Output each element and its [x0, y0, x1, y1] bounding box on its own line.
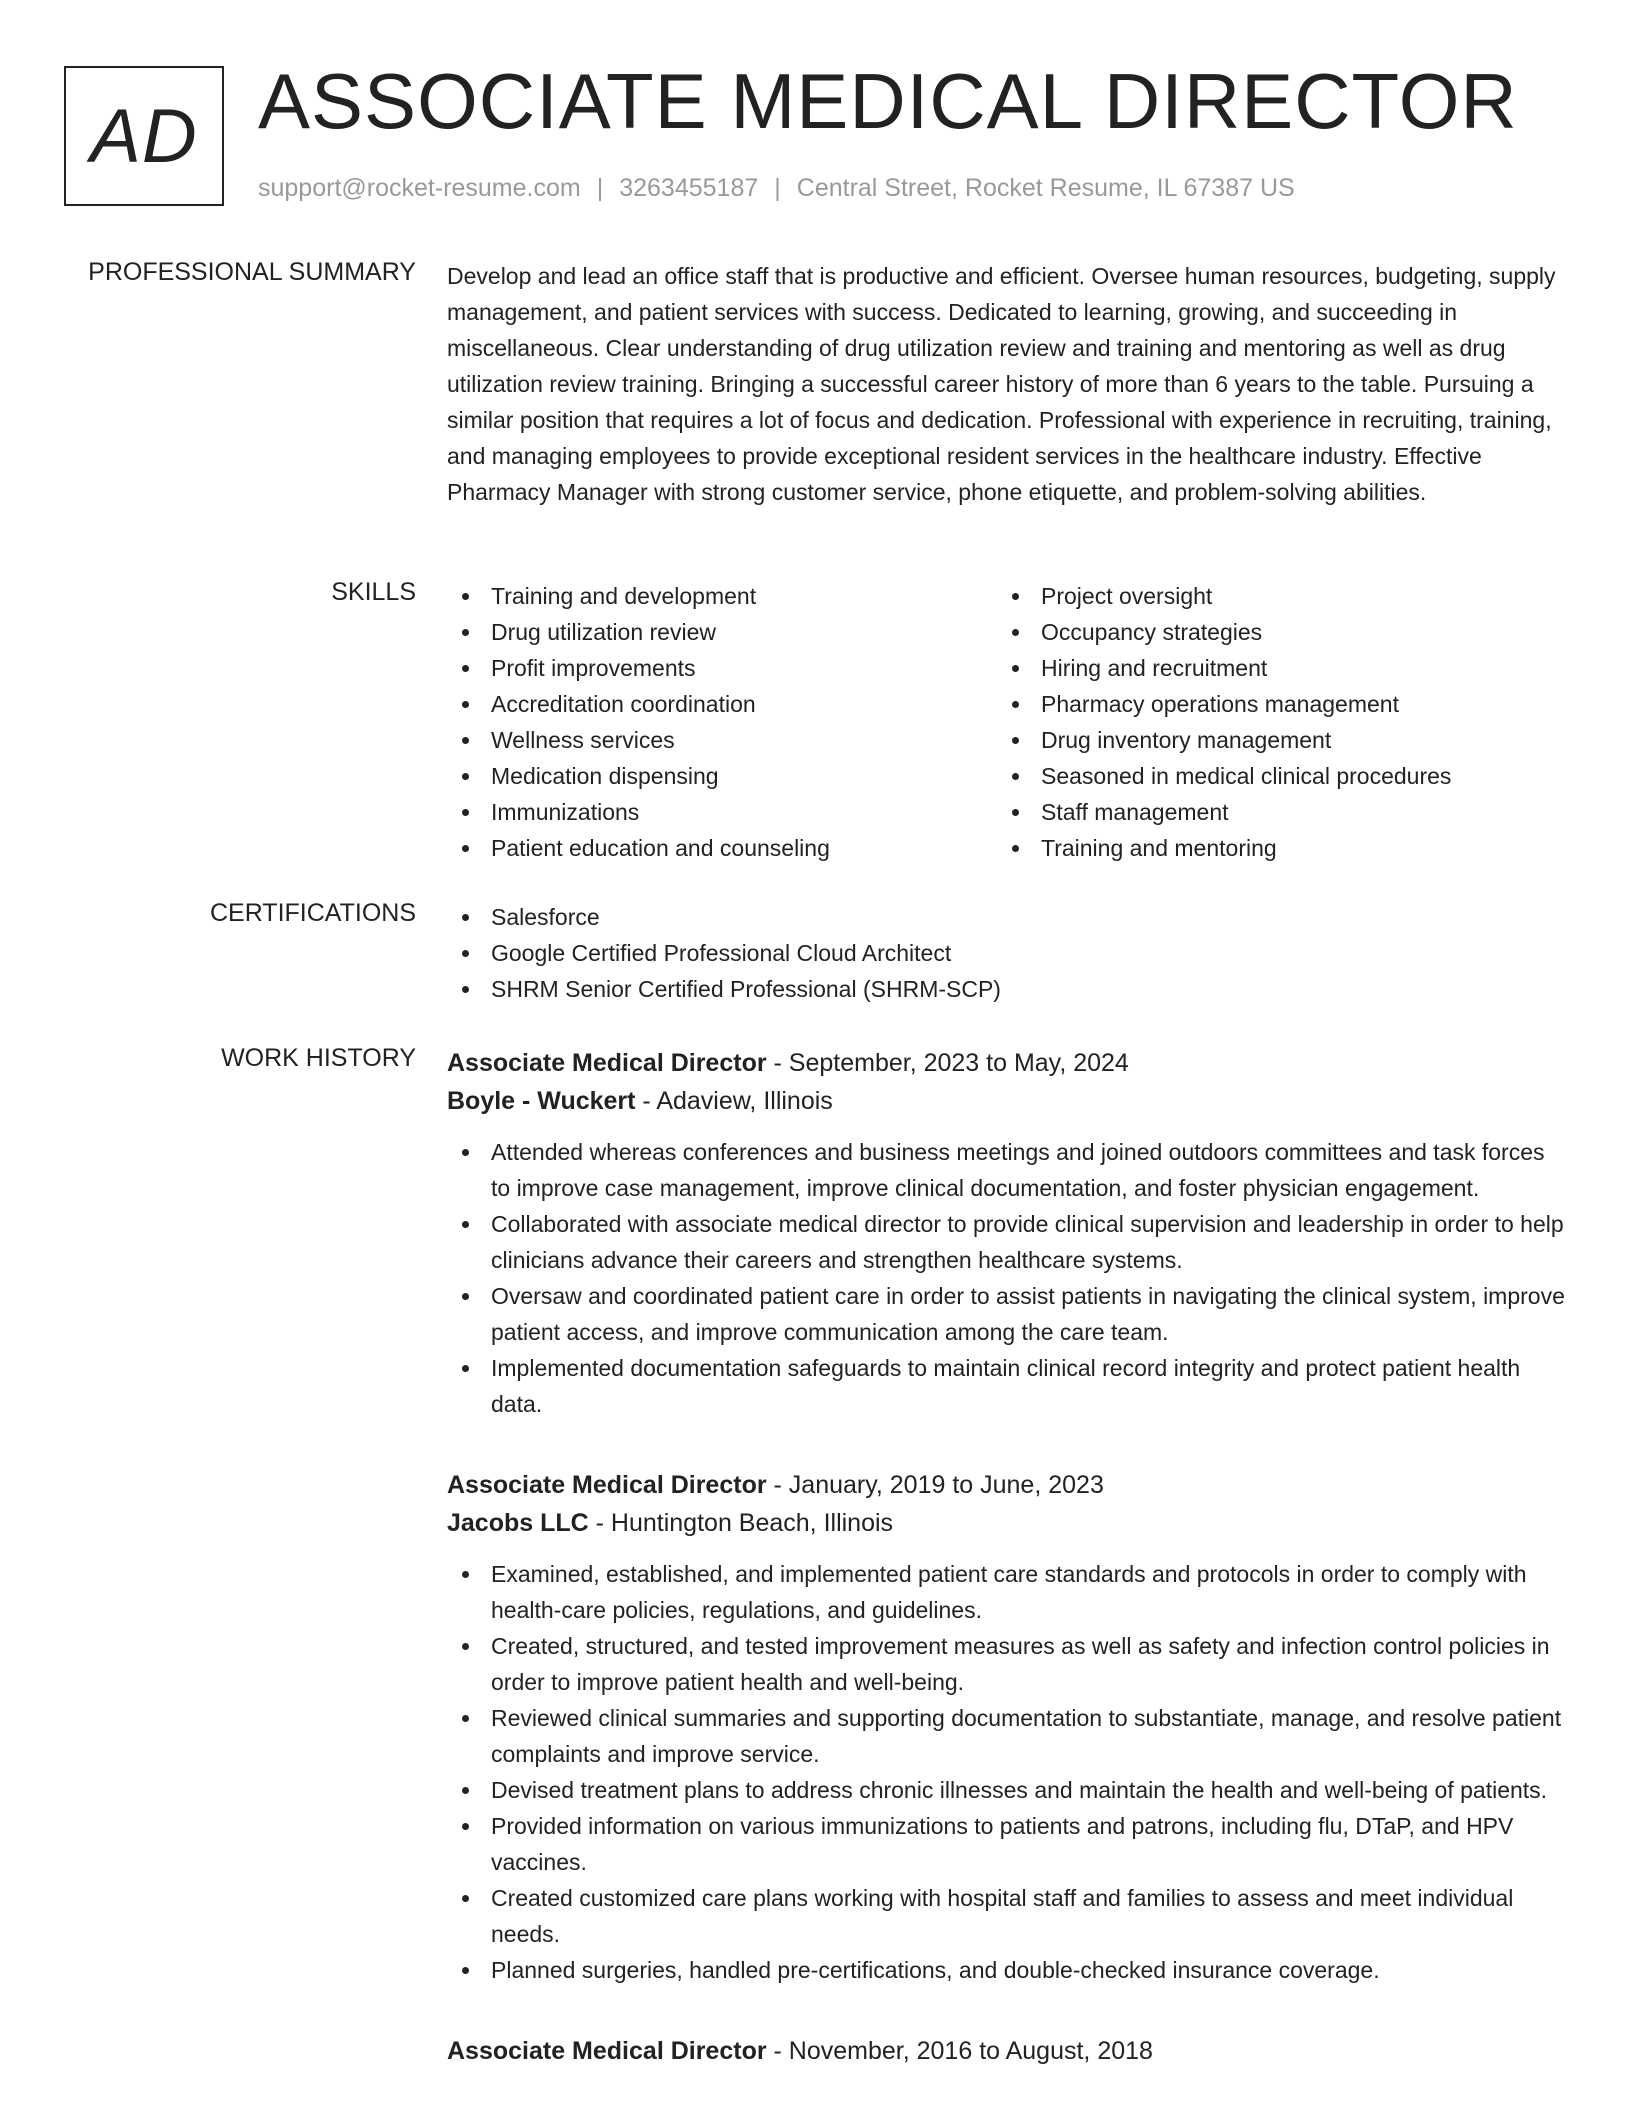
job-role: Associate Medical Director: [447, 1049, 767, 1077]
summary-text: Develop and lead an office staff that is productive and efficient. Oversee human resources, budgeting, supply management, and patient services with success. Dedicated to learning, growing, and succeeding in miscellaneous. Clear understanding of drug utilization review and training and mentoring as well as drug utilization review training. Bringing a successful career history of more than 6 years to the table. Pursuing a similar position that requires a lot of focus and dedication. Professional with experience in recruiting, training, and managing employees to provide exceptional resident services in the healthcare industry. Effective Pharmacy Manager with strong customer service, phone etiquette, and problem-solving abilities.: [447, 263, 1556, 505]
skill-item: Wellness services: [447, 722, 997, 758]
job-bullet: Created, structured, and tested improvement measures as well as safety and infection control policies in order to improve patient health and well-being.: [447, 1628, 1567, 1700]
section-body: [447, 899, 1567, 1007]
contact-separator: |: [774, 174, 781, 202]
job-location: - Adaview, Illinois: [635, 1087, 833, 1115]
skill-item: Training and development: [447, 578, 997, 614]
contact-separator: |: [596, 174, 604, 202]
job-bullet: Collaborated with associate medical director to provide clinical supervision and leadership in order to help clinicians advance their careers and strengthen healthcare systems.: [447, 1206, 1567, 1278]
section-label: WORK HISTORY: [221, 1044, 416, 1072]
monogram-badge: AD: [64, 66, 224, 206]
section-label: CERTIFICATIONS: [209, 899, 416, 927]
job-bullet: Reviewed clinical summaries and supporting documentation to substantiate, manage, and resolve patient complaints and improve service.: [447, 1700, 1567, 1772]
certification-item: Google Certified Professional Cloud Architect: [447, 935, 1567, 971]
skill-item: Hiring and recruitment: [997, 650, 1547, 686]
contact-address: Central Street, Rocket Resume, IL 67387 US: [796, 174, 1295, 202]
job-role: Associate Medical Director: [447, 2037, 767, 2065]
skill-item: Pharmacy operations management: [997, 686, 1547, 722]
job-company: Jacobs LLC: [447, 1509, 589, 1537]
skills-list-right: [997, 578, 1547, 866]
job-bullet: Attended whereas conferences and business meetings and joined outdoors committees and task forces to improve case management, improve clinical documentation, and foster physician engagement.: [447, 1134, 1567, 1206]
section-label: PROFESSIONAL SUMMARY: [88, 258, 416, 286]
job-entry: [447, 1044, 1567, 1422]
skill-item: Profit improvements: [447, 650, 997, 686]
skills-list-left: [447, 578, 997, 866]
job-title-line: [447, 1044, 1567, 1082]
skill-item: Accreditation coordination: [447, 686, 997, 722]
skill-item: Immunizations: [447, 794, 997, 830]
contact-line: [258, 174, 1295, 203]
job-bullet: Examined, established, and implemented patient care standards and protocols in order to comply with health-care policies, regulations, and guidelines.: [447, 1556, 1567, 1628]
job-dates: - January, 2019 to June, 2023: [766, 1471, 1104, 1499]
skill-item: Drug inventory management: [997, 722, 1547, 758]
job-company-line: [447, 1504, 1567, 1542]
certification-item: SHRM Senior Certified Professional (SHRM-SCP): [447, 971, 1567, 1007]
job-bullets: [447, 1556, 1567, 1988]
job-bullets: [447, 1134, 1567, 1422]
skill-item: Medication dispensing: [447, 758, 997, 794]
section-label: SKILLS: [331, 578, 416, 606]
contact-email: support@rocket-resume.com: [258, 174, 581, 202]
skill-item: Drug utilization review: [447, 614, 997, 650]
certifications-list: [447, 899, 1567, 1007]
job-title-line: [447, 2032, 1567, 2070]
job-entry: [447, 2032, 1567, 2070]
page-title: ASSOCIATE MEDICAL DIRECTOR: [258, 57, 1518, 145]
section-body: [447, 258, 1567, 510]
skills-grid: [447, 578, 1567, 866]
job-company-line: [447, 1082, 1567, 1120]
job-bullet: Provided information on various immunizations to patients and patrons, including flu, DTaP, and HPV vaccines.: [447, 1808, 1567, 1880]
job-title-line: [447, 1466, 1567, 1504]
skill-item: Project oversight: [997, 578, 1547, 614]
job-location: - Huntington Beach, Illinois: [588, 1509, 894, 1537]
job-dates: - September, 2023 to May, 2024: [766, 1049, 1129, 1077]
skill-item: Patient education and counseling: [447, 830, 997, 866]
skill-item: Occupancy strategies: [997, 614, 1547, 650]
job-bullet: Created customized care plans working with hospital staff and families to assess and meet individual needs.: [447, 1880, 1567, 1952]
skill-item: Training and mentoring: [997, 830, 1547, 866]
skill-item: Staff management: [997, 794, 1547, 830]
job-role: Associate Medical Director: [447, 1471, 767, 1499]
job-bullet: Oversaw and coordinated patient care in order to assist patients in navigating the clinical system, improve patient access, and improve communication among the care team.: [447, 1278, 1567, 1350]
job-bullet: Implemented documentation safeguards to maintain clinical record integrity and protect patient health data.: [447, 1350, 1567, 1422]
job-bullet: Planned surgeries, handled pre-certifications, and double-checked insurance coverage.: [447, 1952, 1567, 1988]
job-dates: - November, 2016 to August, 2018: [766, 2037, 1153, 2065]
job-entry: [447, 1466, 1567, 1988]
certification-item: Salesforce: [447, 899, 1567, 935]
contact-phone: 3263455187: [619, 174, 759, 202]
section-body: [447, 1044, 1567, 2112]
job-company: Boyle - Wuckert: [447, 1087, 636, 1115]
section-body: [447, 578, 1567, 866]
skill-item: Seasoned in medical clinical procedures: [997, 758, 1547, 794]
job-bullet: Devised treatment plans to address chronic illnesses and maintain the health and well-being of patients.: [447, 1772, 1567, 1808]
